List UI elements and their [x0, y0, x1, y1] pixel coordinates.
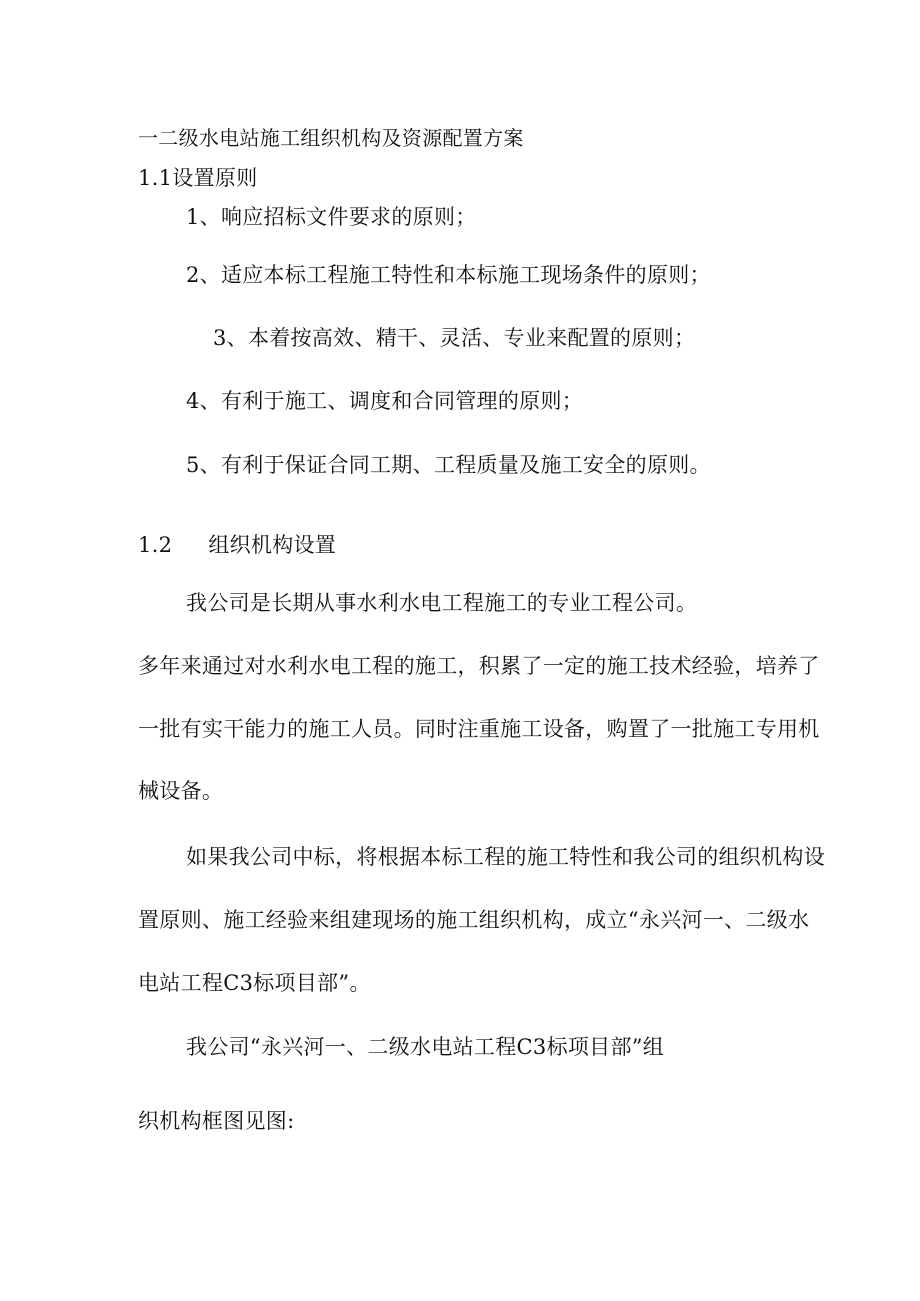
principle-4: 4、有利于施工、调度和合同管理的原则； [186, 389, 584, 413]
section-number: 1.2 [138, 533, 173, 557]
principle-1: 1、响应招标文件要求的原则； [186, 205, 477, 229]
principle-5: 5、有利于保证合同工期、工程质量及施工安全的原则。 [186, 453, 711, 477]
paragraph-line: 如果我公司中标，将根据本标工程的施工特性和我公司的组织机构设 [186, 845, 825, 869]
paragraph-line: 我公司是长期从事水利水电工程施工的专业工程公司。 [186, 591, 698, 615]
principle-3: 3、本着按高效、精干、灵活、专业来配置的原则； [213, 326, 696, 350]
paragraph-line: 械设备。 [138, 779, 224, 803]
paragraph-line: 置原则、施工经验来组建现场的施工组织机构，成立“永兴河一、二级水 [138, 908, 810, 932]
document-title: 一二级水电站施工组织机构及资源配置方案 [138, 126, 524, 150]
paragraph-line: 多年来通过对水利水电工程的施工，积累了一定的施工技术经验，培养了 [138, 654, 820, 678]
section-1-2-heading [138, 531, 336, 559]
paragraph-line: 织机构框图见图: [138, 1109, 295, 1133]
principle-2: 2、适应本标工程施工特性和本标施工现场条件的原则； [186, 263, 711, 287]
section-title: 组织机构设置 [208, 533, 337, 557]
paragraph-line: 我公司“永兴河一、二级水电站工程C3标项目部”组 [186, 1035, 665, 1059]
paragraph-line: 一批有实干能力的施工人员。同时注重施工设备，购置了一批施工专用机 [138, 717, 820, 741]
paragraph-line: 电站工程C3标项目部”。 [138, 971, 371, 995]
section-1-1-heading: 1.1设置原则 [138, 166, 258, 190]
